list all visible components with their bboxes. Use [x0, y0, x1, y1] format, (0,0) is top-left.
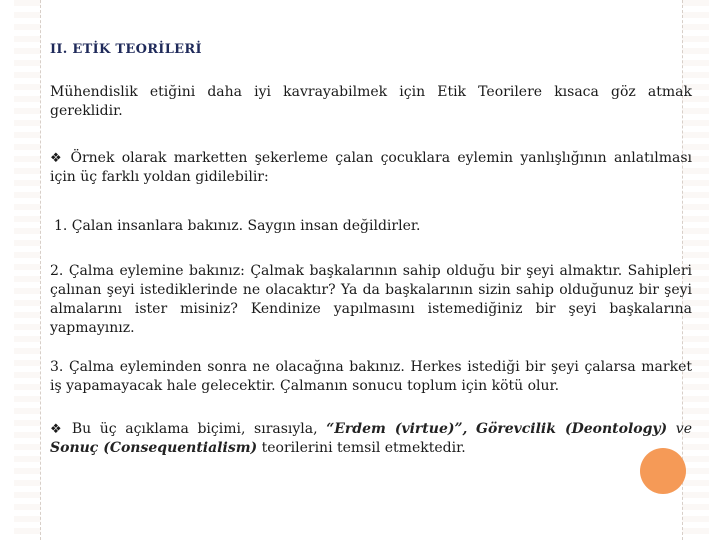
diamond-bullet-icon: ❖ — [50, 422, 66, 437]
list-item-2: 2. Çalma eylemine bakınız: Çalmak başkalarının sahip olduğu bir şeyi almaktır. Sahipleri çalınan şeyi istediklerinde ne olacaktır? Ya da başkalarının sizin sahip olduğunuz bir şeyi almalarını ister misiniz? Kendinize yapılmasını istemediğiniz bir şeyi başkalarına yapmayınız. — [50, 263, 692, 336]
bullet-2-post: teorilerini temsil etmektedir. — [257, 440, 466, 456]
list-item-3: 3. Çalma eyleminden sonra ne olacağına bakınız. Herkes istediği bir şeyi çalarsa market iş yapamayacak hale gelecektir. Çalmanın sonucu toplum için kötü olur. — [50, 359, 692, 394]
bullet-1-text: Örnek olarak marketten şekerleme çalan çocuklara eylemin yanlışlığının anlatılması için üç farklı yoldan gidilebilir: — [50, 150, 693, 185]
term-consequentialism: Sonuç (Consequentialism) — [50, 440, 258, 456]
slide-content — [50, 36, 692, 458]
term-deontology: Görevcilik (Deontology) — [476, 421, 668, 437]
bullet-paragraph-1 — [50, 149, 692, 187]
intro-paragraph: Mühendislik etiğini daha iyi kavrayabilmek için Etik Teorilere kısaca göz atmak gereklidir. — [50, 84, 692, 119]
diamond-bullet-icon: ❖ — [50, 151, 65, 166]
bullet-2-pre: Bu üç açıklama biçimi, sırasıyla, — [71, 421, 327, 437]
slide-title: II. ETİK TEORİLERİ — [50, 42, 202, 57]
bullet-2-connector: ve — [667, 421, 693, 437]
list-item-1: 1. Çalan insanlara bakınız. Saygın insan değildirler. — [54, 218, 421, 234]
bullet-paragraph-2 — [50, 420, 692, 458]
left-frame-border — [14, 0, 41, 540]
term-virtue: “Erdem (virtue)”, — [326, 421, 468, 437]
